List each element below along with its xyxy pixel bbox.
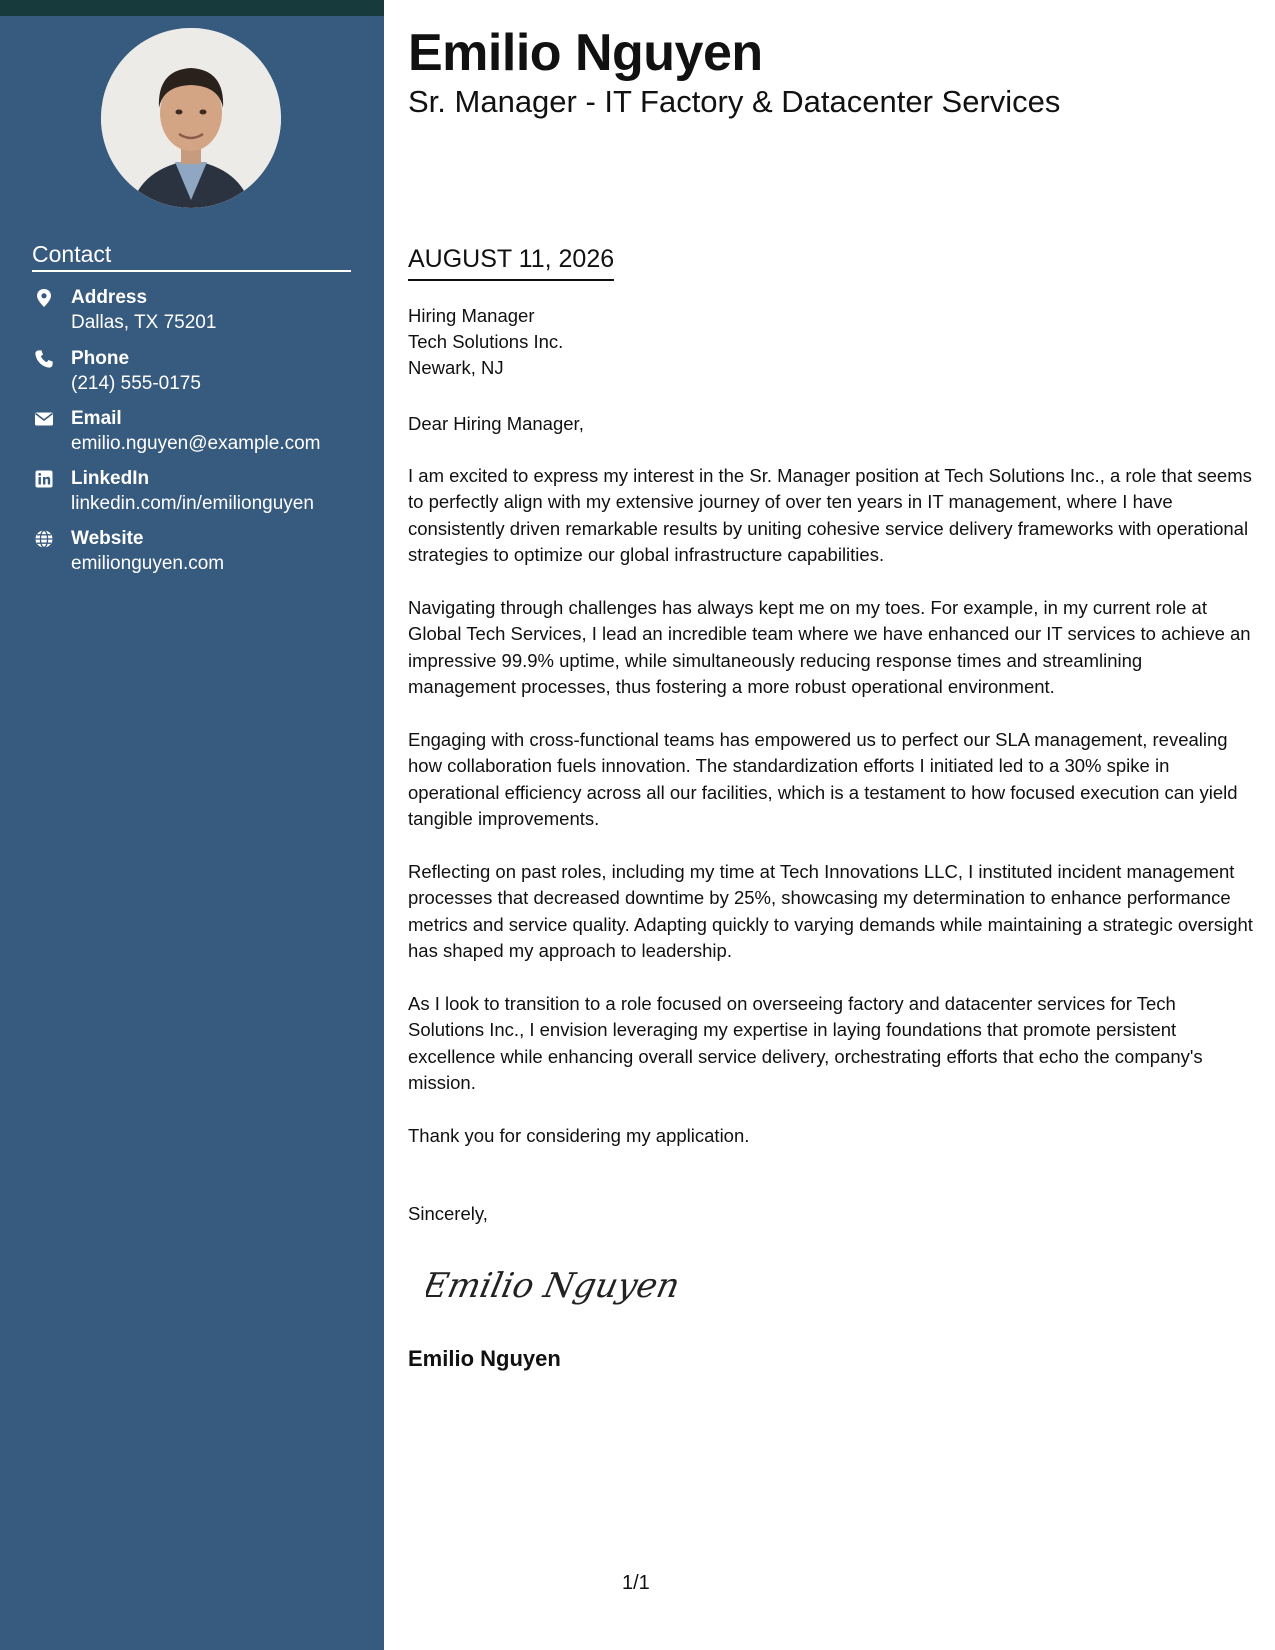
signer-name: Emilio Nguyen — [408, 1346, 561, 1371]
envelope-icon — [34, 409, 54, 429]
address-value: Dallas, TX 75201 — [71, 312, 217, 333]
handwritten-signature — [426, 1255, 686, 1315]
salutation: Dear Hiring Manager, — [408, 413, 584, 434]
paragraph: As I look to transition to a role focused on overseeing factory and datacenter services for Tech Solutions Inc., I envision leveraging my expertise in laying foundations that promote persistent excellence while enhancing overall service delivery, orchestrating efforts that echo the company's mission. — [408, 993, 1203, 1093]
email-label: Email — [71, 408, 122, 429]
applicant-name: Emilio Nguyen — [408, 24, 763, 82]
applicant-title: Sr. Manager - IT Factory & Datacenter Services — [408, 84, 1061, 119]
closing: Sincerely, — [408, 1203, 488, 1224]
map-pin-icon — [34, 288, 54, 308]
recipient-line: Tech Solutions Inc. — [408, 331, 564, 352]
contact-heading: Contact — [32, 240, 351, 272]
linkedin-icon — [34, 469, 54, 489]
paragraph: Engaging with cross-functional teams has empowered us to perfect our SLA management, revealing how collaboration fuels innovation. The standardization efforts I initiated led to a 30% spike in operational efficiency across all our facilities, which is a testament to how focused execution can yield tangible improvements. — [408, 729, 1238, 829]
recipient-line: Newark, NJ — [408, 357, 504, 378]
avatar — [101, 28, 281, 208]
linkedin-label: LinkedIn — [71, 468, 150, 489]
svg-text:Emilio Nguyen: Emilio Nguyen — [426, 1266, 684, 1306]
address-label: Address — [71, 287, 148, 308]
linkedin-value[interactable]: linkedin.com/in/emilionguyen — [71, 493, 314, 514]
page-number: 1/1 — [622, 1572, 650, 1594]
website-value[interactable]: emilionguyen.com — [71, 553, 225, 574]
phone-value[interactable]: (214) 555-0175 — [71, 373, 201, 394]
top-accent-bar — [0, 0, 384, 16]
recipient-block — [408, 303, 563, 381]
paragraph: Thank you for considering my application. — [408, 1125, 750, 1146]
sidebar — [0, 16, 384, 1650]
globe-icon — [34, 529, 54, 549]
recipient-line: Hiring Manager — [408, 305, 535, 326]
email-value[interactable]: emilio.nguyen@example.com — [71, 433, 321, 454]
phone-icon — [34, 349, 54, 369]
letter-date: AUGUST 11, 2026 — [408, 242, 614, 281]
paragraph: Navigating through challenges has always kept me on my toes. For example, in my current role at Global Tech Services, I lead an incredible team where we have enhanced our IT services to achieve an impressive 99.9% uptime, while simultaneously reducing response times and streamlining management processes, thus fostering a more robust operational environment. — [408, 597, 1251, 697]
phone-label: Phone — [71, 348, 130, 369]
website-label: Website — [71, 528, 144, 549]
paragraph: Reflecting on past roles, including my time at Tech Innovations LLC, I instituted incident management processes that decreased downtime by 25%, showcasing my determination to enhance performance metrics and service quality. Adapting quickly to varying demands while maintaining a strategic oversight has shaped my approach to leadership. — [408, 861, 1253, 961]
paragraph: I am excited to express my interest in the Sr. Manager position at Tech Solutions Inc., a role that seems to perfectly align with my extensive journey of over ten years in IT management, where I have consistently driven remarkable results by uniting cohesive service delivery frameworks with operational strategies to optimize our global infrastructure capabilities. — [408, 465, 1252, 565]
